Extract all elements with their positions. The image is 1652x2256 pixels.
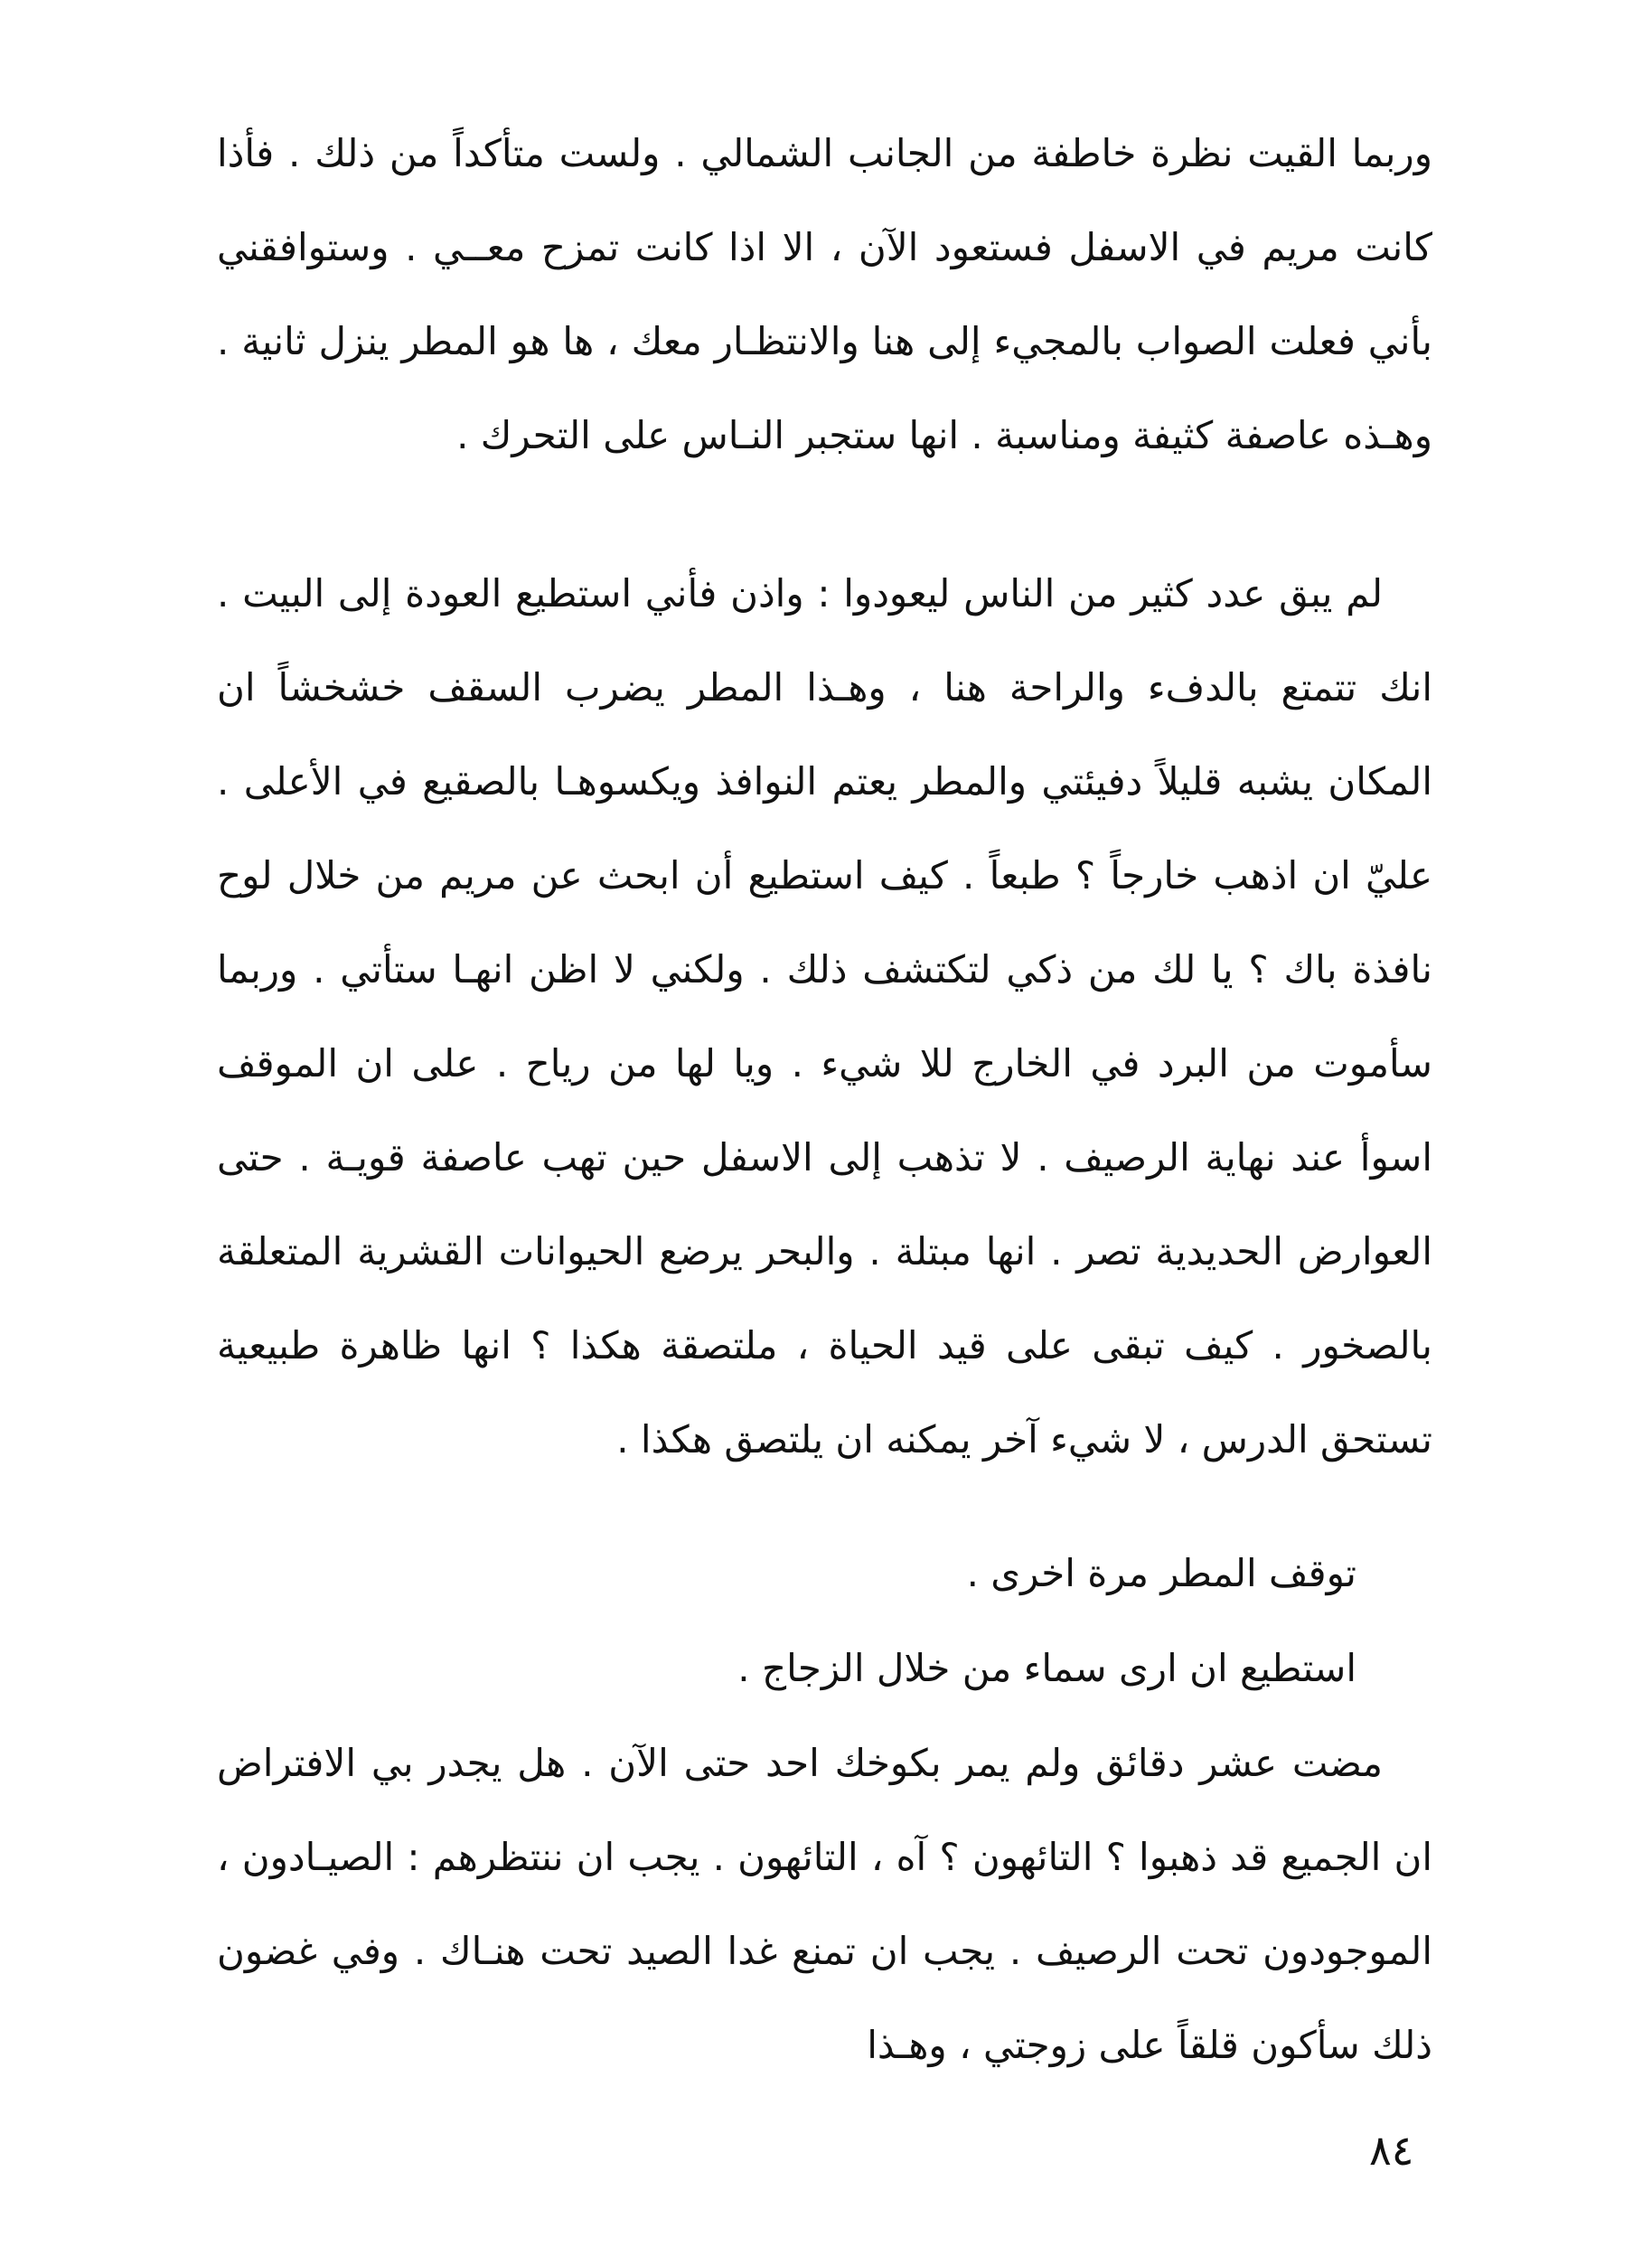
paragraph-1-text: وربما القيت نظرة خاطفة من الجانب الشمالي . ولست متأكداً من ذلك . فأذا كانت مريم في الاسفل فستعود الآن ، الا اذا كانت تمزح معــي . وستوافقني بأني فعلت الصواب بالمجيء إلى هنا والانتظـار معك ، ها هو المطر ينزل ثانية . وهـذه عاصفة كثيفة ومناسبة . انها ستجبر النـاس على التحرك . [217,131,1432,457]
paragraph-5-text: مضت عشر دقائق ولم يمر بكوخك احد حتى الآن . هل يجدر بي الافتراض ان الجميع قد ذهبوا ؟ التائهون ؟ آه ، التائهون . يجب ان ننتظرهم : الصيـادون ، الموجودون تحت الرصيف . يجب ان تمنع غدا الصيد تحت هنـاك . وفي غضون ذلك سأكون قلقاً على زوجتي ، وهـذا [217,1741,1432,2067]
paragraph-3-text: توقف المطر مرة اخرى . [966,1551,1356,1595]
paragraph-5 [217,1716,1432,2092]
paragraph-3 [967,1527,1356,1621]
paragraph-4-text: استطيع ان ارى سماء من خلال الزجاج . [737,1646,1356,1690]
paragraph-4 [737,1622,1356,1716]
paragraph-2 [217,547,1432,1487]
paragraph-2-text: لم يبق عدد كثير من الناس ليعودوا : واذن فأني استطيع العودة إلى البيت . انك تتمتع بالدفء والراحة هنا ، وهـذا المطر يضرب السقف خشخشاً ان المكان يشبه قليلاً دفيئتي والمطر يعتم النوافذ ويكسوهـا بالصقيع في الأعلى . عليّ ان اذهب خارجاً ؟ طبعاً . كيف استطيع أن ابحث عن مريم من خلال لوح نافذة باك ؟ يا لك من ذكي لتكتشف ذلك . ولكني لا اظن انهـا ستأتي . وربما سأموت من البرد في الخارج للا شيء . ويا لها من رياح . على ان الموقف اسوأ عند نهاية الرصيف . لا تذهب إلى الاسفل حين تهب عاصفة قويـة . حتى العوارض الحديدية تصر . انها مبتلة . والبحر يرضع الحيوانات القشرية المتعلقة بالصخور . كيف تبقى على قيد الحياة ، ملتصقة هكذا ؟ انها ظاهرة طبيعية تستحق الدرس ، لا شيء آخر يمكنه ان يلتصق هكذا . [217,571,1432,1462]
page-number: ٨٤ [1369,2126,1414,2175]
paragraph-1 [217,107,1432,483]
